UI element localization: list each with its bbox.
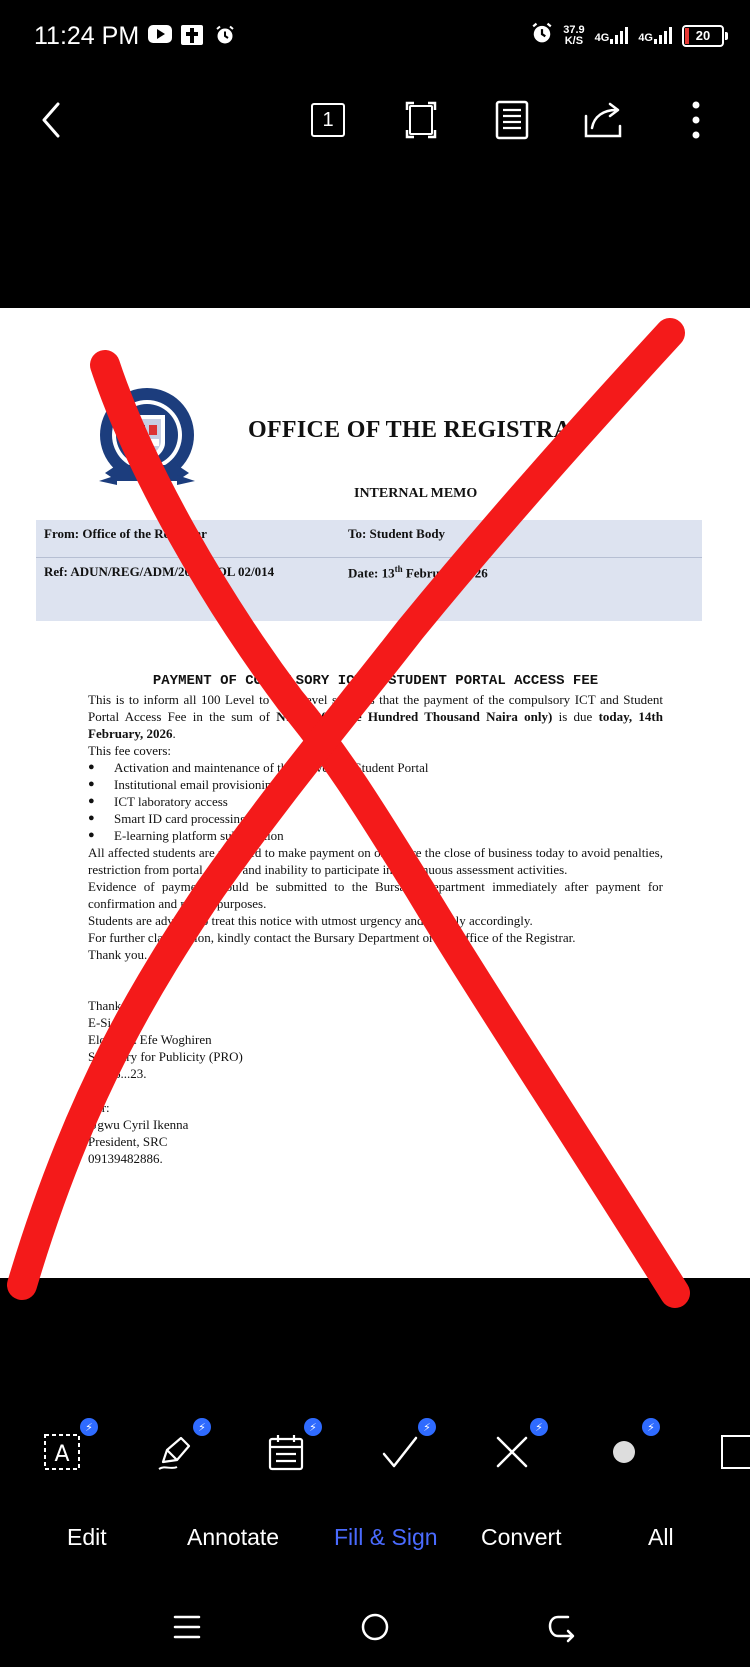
tab-all[interactable]: All: [648, 1524, 674, 1550]
thanks-line: Thank you.: [88, 947, 148, 962]
president-title: President, SRC: [88, 1134, 168, 1149]
back-arrow-icon: [546, 1611, 578, 1643]
signature-pen-tool[interactable]: [153, 1420, 206, 1474]
svg-text:A: A: [54, 1442, 70, 1467]
dot-icon: [604, 1432, 644, 1472]
president-phone: 09139482886.: [88, 1151, 163, 1166]
document-title: OFFICE OF THE REGISTRAR: [248, 417, 589, 443]
premium-badge-icon: ⚡: [530, 1418, 548, 1436]
text-box-tool[interactable]: [40, 1420, 93, 1474]
list-item: ● ICT laboratory access: [114, 793, 663, 810]
menu-lines-icon: [171, 1611, 203, 1643]
memo-body: [88, 673, 663, 1167]
signal-bars-icon: [610, 27, 628, 44]
network-speed: [563, 25, 584, 47]
list-item: ● Institutional email provisioning: [114, 776, 663, 793]
tab-annotate[interactable]: Annotate: [187, 1524, 280, 1550]
paragraph-contact: For further clarification, kindly contact the Bursary Department or the Office of the Registrar.: [88, 930, 576, 945]
paragraph-penalties: All affected students are required to make payment on or before the close of business today to avoid penalties, restriction from portal access and inability to participate in continuous assessment activities.: [88, 845, 663, 877]
premium-badge-icon: ⚡: [642, 1418, 660, 1436]
document-view-icon: [495, 100, 529, 140]
more-tools-partial[interactable]: [712, 1430, 750, 1474]
page-number-button[interactable]: [306, 98, 350, 142]
status-indicators: [531, 22, 724, 49]
president-name: Ugwu Cyril Ikenna: [88, 1117, 189, 1132]
cross-icon: [492, 1432, 532, 1472]
list-item: ● E-learning platform subscription: [114, 827, 663, 844]
covers-label: This fee covers:: [88, 743, 172, 758]
memo-header-table: [36, 520, 702, 621]
memo-date: [348, 564, 488, 581]
reading-mode-button[interactable]: [490, 98, 534, 142]
esigned-label: E-Signed;: [88, 1015, 140, 1030]
network-speed-value: 37.9: [563, 23, 585, 36]
intro-due-date: today, 14th February, 2026: [88, 709, 663, 741]
alarm-icon: [215, 25, 235, 49]
premium-badge-icon: ⚡: [304, 1418, 322, 1436]
dot-tool[interactable]: [602, 1420, 655, 1474]
tab-convert[interactable]: Convert: [481, 1524, 562, 1550]
fullscreen-icon: [404, 100, 438, 140]
tab-fill-and-sign[interactable]: Fill & Sign: [334, 1524, 438, 1550]
partial-tool-icon: [712, 1432, 750, 1472]
memo-from: From: Office of the Registrar: [44, 526, 207, 541]
signal-1-label: 4G: [594, 32, 610, 44]
signal-2-label: 4G: [638, 32, 653, 44]
signal-2: [638, 27, 672, 44]
check-icon: [380, 1432, 420, 1472]
alarm-status-icon: [531, 22, 553, 49]
text-box-icon: [42, 1432, 82, 1472]
home-nav-button[interactable]: [353, 1605, 397, 1649]
list-item: ● Smart ID card processing: [114, 810, 663, 827]
calendar-icon: [266, 1432, 306, 1472]
memo-to: To: Student Body: [348, 526, 446, 541]
share-icon: [582, 100, 626, 140]
document-subtitle: INTERNAL MEMO: [354, 486, 478, 501]
paragraph-urgency: Students are advised to treat this notice with utmost urgency and comply accordingly.: [88, 913, 533, 928]
youtube-icon: [148, 25, 172, 47]
network-speed-unit: K/S: [564, 34, 584, 47]
recents-nav-button[interactable]: [165, 1605, 209, 1649]
thanks-line: Thank you.: [88, 998, 148, 1013]
for-label: For:: [88, 1100, 110, 1115]
memo-date-ordinal: th: [394, 564, 403, 574]
university-logo: [97, 385, 197, 497]
memo-ref: Ref: ADUN/REG/ADM/2026/VOL 02/014: [44, 564, 275, 579]
intro-text-3: .: [172, 726, 176, 741]
fullscreen-button[interactable]: [399, 98, 443, 142]
more-options-button[interactable]: [674, 98, 718, 142]
share-button[interactable]: [582, 98, 626, 142]
signer-name: Eloghosa Efe Woghiren: [88, 1032, 212, 1047]
signal-bars-icon: [654, 27, 672, 44]
premium-badge-icon: ⚡: [193, 1418, 211, 1436]
back-nav-button[interactable]: [540, 1605, 584, 1649]
bottom-tab-bar: [0, 1524, 750, 1558]
home-circle-icon: [359, 1611, 391, 1643]
memo-date-day: Date: 13: [348, 565, 395, 581]
battery-icon: [682, 25, 724, 47]
pen-icon: [155, 1432, 195, 1472]
checkmark-tool[interactable]: [378, 1420, 431, 1474]
paragraph-evidence: Evidence of payment should be submitted to the Bursary Department immediately after payment for confirmation and record purposes.: [88, 879, 663, 911]
premium-badge-icon: ⚡: [418, 1418, 436, 1436]
signer-title: Secretary for Publicity (PRO): [88, 1049, 243, 1064]
status-time: 11:24 PM: [34, 22, 140, 50]
memo-date-rest: February 2026: [402, 565, 488, 581]
intro-text-2: is due: [552, 709, 599, 724]
list-item: ● Activation and maintenance of the University Student Portal: [114, 759, 663, 776]
battery-level: 20: [695, 28, 711, 43]
signer-phone: 09066...23.: [88, 1066, 147, 1081]
premium-badge-icon: ⚡: [80, 1418, 98, 1436]
tab-edit[interactable]: Edit: [67, 1524, 107, 1550]
bible-app-icon: [181, 25, 203, 49]
memo-intro: [88, 691, 663, 742]
cross-tool[interactable]: [490, 1420, 543, 1474]
more-vertical-icon: [691, 100, 701, 140]
page-number: 1: [311, 103, 345, 137]
intro-amount: N100,000 (One Hundred Thousand Naira only): [276, 709, 553, 724]
date-tool[interactable]: [264, 1420, 317, 1474]
covers-list: [88, 759, 663, 844]
signal-1: [595, 27, 629, 44]
intro-text-1: This is to inform all 100 Level to 400 Level students that the payment of the compulsory ICT and Student Portal Access Fee in the sum of: [88, 692, 663, 724]
memo-heading: PAYMENT OF COMPULSORY ICT & STUDENT PORTAL ACCESS FEE: [152, 673, 599, 689]
back-button[interactable]: [30, 98, 74, 142]
